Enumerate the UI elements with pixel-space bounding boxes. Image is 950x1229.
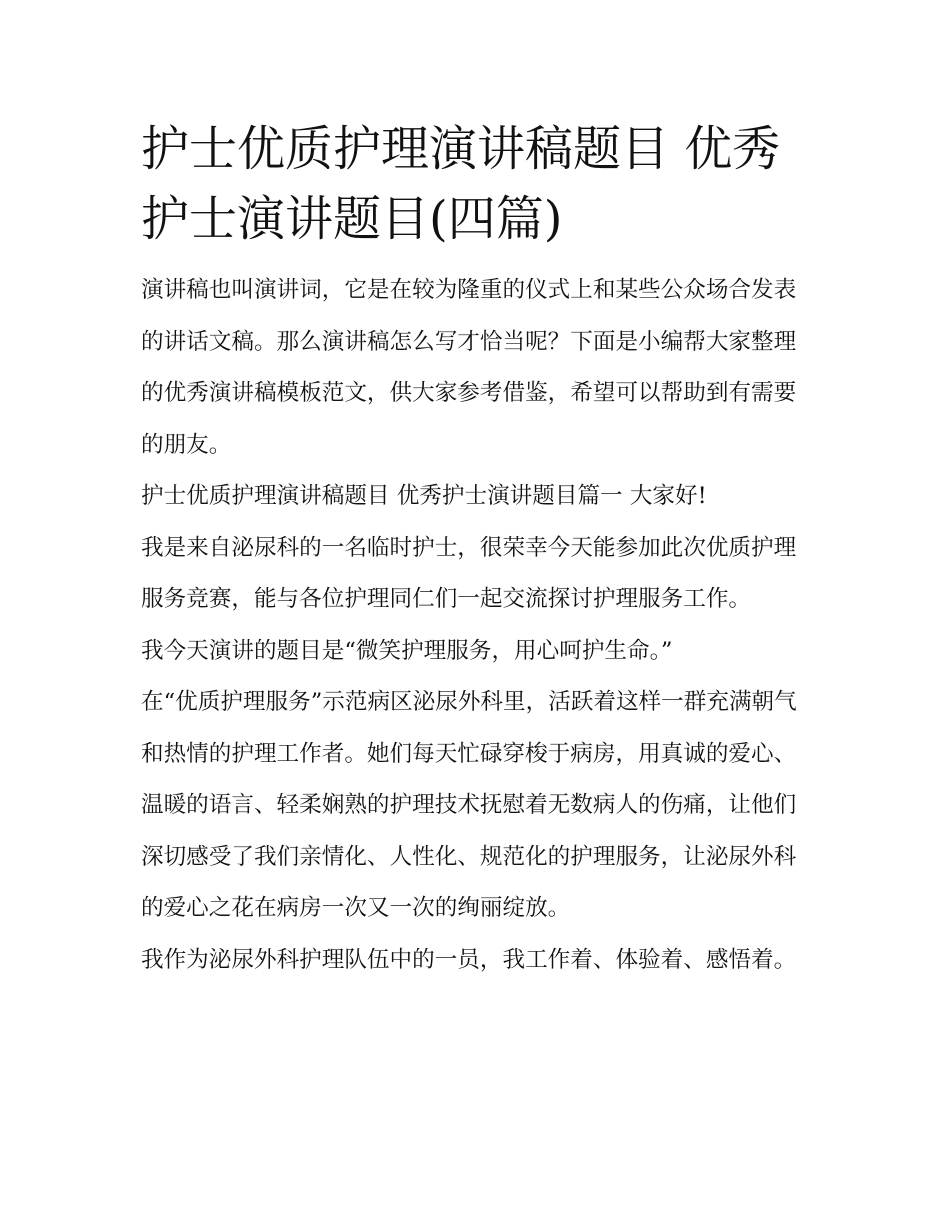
body-paragraph-ward-description: 在“优质护理服务”示范病区泌尿外科里，活跃着这样一群充满朝气和热情的护理工作者。她们每天忙碌穿梭于病房，用真诚的爱心、温暖的语言、轻柔娴熟的护理技术抚慰着无数病人的伤痛，让他们深切感受了我们亲情化、人性化、规范化的护理服务，让泌尿外科的爱心之花在病房一次又一次的绚丽绽放。 xyxy=(141,689,797,921)
body-paragraph-closing: 我作为泌尿外科护理队伍中的一员，我工作着、体验着、感悟着。 xyxy=(141,946,797,973)
intro-paragraph: 演讲稿也叫演讲词，它是在较为隆重的仪式上和某些公众场合发表的讲话文稿。那么演讲稿怎么写才恰当呢？下面是小编帮大家整理的优秀演讲稿模板范文，供大家参考借鉴，希望可以帮助到有需要的朋友。 xyxy=(141,277,797,458)
document-body xyxy=(141,114,813,986)
document-title: 护士优质护理演讲稿题目 优秀护士演讲题目(四篇) xyxy=(141,121,781,247)
section-heading-greeting: 护士优质护理演讲稿题目 优秀护士演讲题目篇一 大家好! xyxy=(141,483,707,509)
body-paragraph-speech-topic: 我今天演讲的题目是“微笑护理服务，用心呵护生命。” xyxy=(141,637,673,664)
body-paragraph-self-introduction: 我是来自泌尿科的一名临时护士，很荣幸今天能参加此次优质护理服务竞赛，能与各位护理同仁们一起交流探讨护理服务工作。 xyxy=(141,534,797,612)
